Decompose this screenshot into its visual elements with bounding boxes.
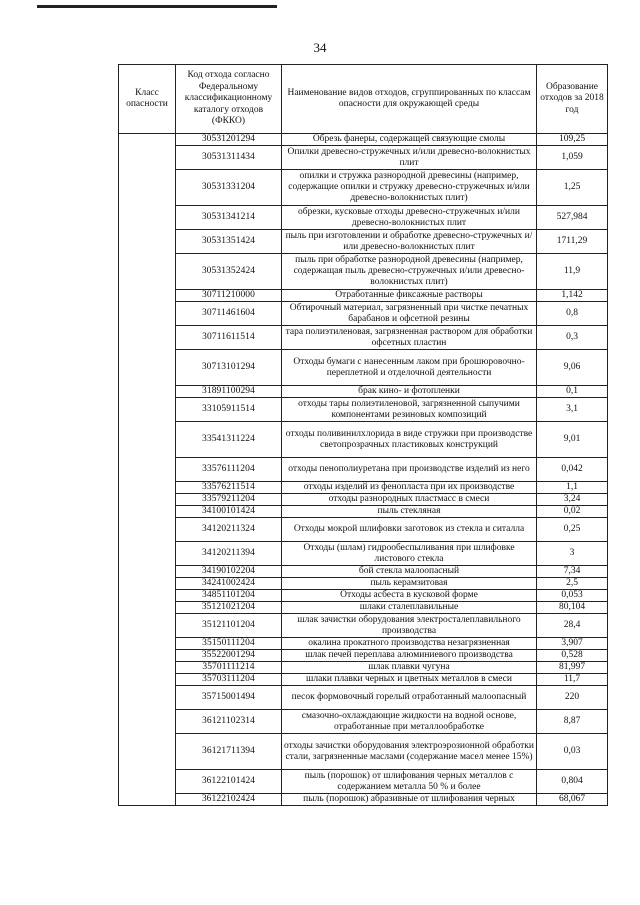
name-cell: брак кино- и фотопленки: [282, 386, 537, 398]
value-cell: 7,34: [537, 566, 608, 578]
value-cell: 0,3: [537, 326, 608, 350]
value-cell: 0,042: [537, 458, 608, 482]
code-cell: 36121102314: [176, 710, 282, 734]
code-cell: 30531351424: [176, 230, 282, 254]
name-cell: смазочно-охлаждающие жидкости на водной основе, отработанные при металлообработке: [282, 710, 537, 734]
code-cell: 34120211324: [176, 518, 282, 542]
code-cell: 30531311434: [176, 146, 282, 170]
table-row: [119, 602, 608, 614]
table-row: [119, 590, 608, 602]
code-cell: 35522001294: [176, 650, 282, 662]
header-name: Наименование видов отходов, сгруппированных по классам опасности для окружающей среды: [282, 65, 537, 134]
code-cell: 36121711394: [176, 734, 282, 770]
value-cell: 0,03: [537, 734, 608, 770]
table-row: [119, 326, 608, 350]
table-row: [119, 230, 608, 254]
code-cell: 33579211204: [176, 494, 282, 506]
name-cell: отходы изделий из фенопласта при их производстве: [282, 482, 537, 494]
value-cell: 0,804: [537, 770, 608, 794]
code-cell: 35701111214: [176, 662, 282, 674]
value-cell: 8,87: [537, 710, 608, 734]
table-row: [119, 482, 608, 494]
value-cell: 220: [537, 686, 608, 710]
code-cell: 33576111204: [176, 458, 282, 482]
code-cell: 33105911514: [176, 398, 282, 422]
waste-table: [118, 64, 608, 806]
table-row: [119, 290, 608, 302]
code-cell: 34851101204: [176, 590, 282, 602]
class-cell: [119, 134, 176, 806]
value-cell: 80,104: [537, 602, 608, 614]
code-cell: 30711461604: [176, 302, 282, 326]
code-cell: 30531352424: [176, 254, 282, 290]
table-row: [119, 206, 608, 230]
code-cell: 34100101424: [176, 506, 282, 518]
name-cell: отходы тары полиэтиленовой, загрязненной сыпучими компонентами резиновых композиций: [282, 398, 537, 422]
name-cell: пыль (порошок) абразивные от шлифования черных: [282, 794, 537, 806]
value-cell: 9,01: [537, 422, 608, 458]
value-cell: 3,907: [537, 638, 608, 650]
table-row: [119, 686, 608, 710]
name-cell: бой стекла малоопасный: [282, 566, 537, 578]
table-row: [119, 650, 608, 662]
code-cell: 35121021204: [176, 602, 282, 614]
table-row: [119, 770, 608, 794]
name-cell: пыль (порошок) от шлифования черных металлов с содержанием металла 50 % и более: [282, 770, 537, 794]
table-row: [119, 566, 608, 578]
name-cell: опилки и стружка разнородной древесины (например, содержащие опилки и стружку древесно-стружечных и/или древесно-волокнистых плит): [282, 170, 537, 206]
table-row: [119, 638, 608, 650]
value-cell: 2,5: [537, 578, 608, 590]
name-cell: шлаки сталеплавильные: [282, 602, 537, 614]
code-cell: 34120211394: [176, 542, 282, 566]
value-cell: 527,984: [537, 206, 608, 230]
name-cell: тара полиэтиленовая, загрязненная раствором для обработки офсетных пластин: [282, 326, 537, 350]
value-cell: 11,9: [537, 254, 608, 290]
value-cell: 3: [537, 542, 608, 566]
name-cell: Отходы (шлам) гидрообеспыливания при шлифовке листового стекла: [282, 542, 537, 566]
table-row: [119, 254, 608, 290]
code-cell: 34241002424: [176, 578, 282, 590]
name-cell: отходы поливинилхлорида в виде стружки при производстве светопрозрачных пластиковых конструкций: [282, 422, 537, 458]
name-cell: Отходы бумаги с нанесенным лаком при брошюровочно-переплетной и отделочной деятельности: [282, 350, 537, 386]
name-cell: Обрезь фанеры, содержащей связующие смолы: [282, 134, 537, 146]
value-cell: 1711,29: [537, 230, 608, 254]
table-row: [119, 146, 608, 170]
name-cell: окалина прокатного производства незагрязненная: [282, 638, 537, 650]
table-row: [119, 422, 608, 458]
name-cell: отходы разнородных пластмасс в смеси: [282, 494, 537, 506]
top-scan-line: [37, 5, 277, 8]
name-cell: шлак печей переплава алюминиевого производства: [282, 650, 537, 662]
code-cell: 30531201294: [176, 134, 282, 146]
code-cell: 30711210000: [176, 290, 282, 302]
value-cell: 0,053: [537, 590, 608, 602]
value-cell: 0,1: [537, 386, 608, 398]
code-cell: 30531331204: [176, 170, 282, 206]
name-cell: пыль при обработке разнородной древесины (например, содержащая пыль древесно-стружечных и/или древесно-волокнистых плит): [282, 254, 537, 290]
name-cell: Отходы асбеста в кусковой форме: [282, 590, 537, 602]
name-cell: отходы зачистки оборудования электроэрозионной обработки стали, загрязненные маслами (содержание масел менее 15%): [282, 734, 537, 770]
table-row: [119, 134, 608, 146]
name-cell: пыль при изготовлении и обработке древесно-стружечных и/или древесно-волокнистых плит: [282, 230, 537, 254]
value-cell: 109,25: [537, 134, 608, 146]
value-cell: 1,25: [537, 170, 608, 206]
page-number: 34: [313, 40, 327, 55]
name-cell: Отработанные фиксажные растворы: [282, 290, 537, 302]
table-row: [119, 614, 608, 638]
table-row: [119, 458, 608, 482]
table-row: [119, 350, 608, 386]
value-cell: 1,059: [537, 146, 608, 170]
name-cell: пыль стекляная: [282, 506, 537, 518]
code-cell: 35703111204: [176, 674, 282, 686]
header-code: Код отхода согласно Федеральному классификационному каталогу отходов (ФККО): [176, 65, 282, 134]
name-cell: обрезки, кусковые отходы древесно-стружечных и/или древесно-волокнистых плит: [282, 206, 537, 230]
table-row: [119, 578, 608, 590]
table-row: [119, 794, 608, 806]
value-cell: 81,997: [537, 662, 608, 674]
name-cell: шлаки плавки черных и цветных металлов в смеси: [282, 674, 537, 686]
table-row: [119, 710, 608, 734]
value-cell: 0,25: [537, 518, 608, 542]
name-cell: отходы пенополиуретана при производстве изделий из него: [282, 458, 537, 482]
name-cell: Обтирочный материал, загрязненный при чистке печатных барабанов и офсетной резины: [282, 302, 537, 326]
value-cell: 1,142: [537, 290, 608, 302]
code-cell: 31891100294: [176, 386, 282, 398]
name-cell: шлак зачистки оборудования электросталеплавильного производства: [282, 614, 537, 638]
name-cell: шлак плавки чугуна: [282, 662, 537, 674]
name-cell: песок формовочный горелый отработанный малоопасный: [282, 686, 537, 710]
value-cell: 0,8: [537, 302, 608, 326]
table-row: [119, 302, 608, 326]
code-cell: 33541311224: [176, 422, 282, 458]
value-cell: 1,1: [537, 482, 608, 494]
table-body: [119, 134, 608, 806]
value-cell: 3,24: [537, 494, 608, 506]
code-cell: 35150111204: [176, 638, 282, 650]
code-cell: 34190102204: [176, 566, 282, 578]
header-row: [119, 65, 608, 134]
table-row: [119, 542, 608, 566]
table-row: [119, 674, 608, 686]
name-cell: Отходы мокрой шлифовки заготовок из стекла и ситалла: [282, 518, 537, 542]
value-cell: 0,02: [537, 506, 608, 518]
name-cell: пыль керамзитовая: [282, 578, 537, 590]
code-cell: 30713101294: [176, 350, 282, 386]
value-cell: 3,1: [537, 398, 608, 422]
table-row: [119, 398, 608, 422]
code-cell: 36122101424: [176, 770, 282, 794]
value-cell: 9,06: [537, 350, 608, 386]
value-cell: 11,7: [537, 674, 608, 686]
code-cell: 30711611514: [176, 326, 282, 350]
value-cell: 68,067: [537, 794, 608, 806]
name-cell: Опилки древесно-стружечных и/или древесно-волокнистых плит: [282, 146, 537, 170]
value-cell: 28,4: [537, 614, 608, 638]
code-cell: 36122102424: [176, 794, 282, 806]
code-cell: 35715001494: [176, 686, 282, 710]
header-volume: Образование отходов за 2018 год: [537, 65, 608, 134]
table-row: [119, 506, 608, 518]
table-row: [119, 386, 608, 398]
table-row: [119, 662, 608, 674]
code-cell: 33576211514: [176, 482, 282, 494]
value-cell: 0,528: [537, 650, 608, 662]
header-class: Класс опасности: [119, 65, 176, 134]
code-cell: 35121101204: [176, 614, 282, 638]
table-row: [119, 734, 608, 770]
table-row: [119, 518, 608, 542]
table-row: [119, 170, 608, 206]
table-row: [119, 494, 608, 506]
code-cell: 30531341214: [176, 206, 282, 230]
